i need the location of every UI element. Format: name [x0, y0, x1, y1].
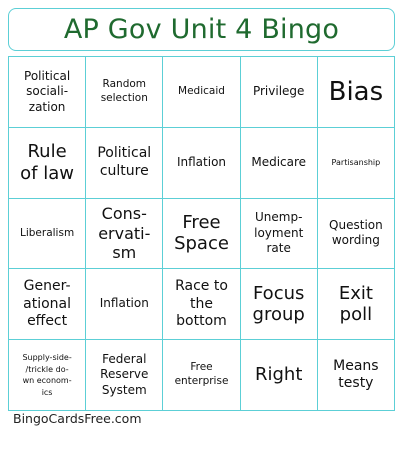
cell-text: Federal Reserve System — [100, 351, 149, 397]
bingo-cell-3 — [163, 57, 240, 128]
bingo-cell-14 — [241, 199, 318, 270]
bingo-cell-20 — [318, 269, 395, 340]
bingo-cell-19 — [241, 269, 318, 340]
bingo-cell-25 — [318, 340, 395, 411]
cell-text: Focus group — [252, 282, 305, 326]
cell-text: Rule of law — [20, 141, 74, 184]
cell-text: Privilege — [252, 84, 305, 99]
cell-text: Random selection — [100, 78, 148, 104]
cell-text: Medicaid — [178, 85, 225, 98]
bingo-cell-13 — [163, 199, 240, 270]
bingo-cell-2 — [86, 57, 163, 128]
bingo-cell-12 — [86, 199, 163, 270]
bingo-cell-6 — [9, 128, 86, 199]
footer-credit: BingoCardsFree.com — [13, 411, 142, 426]
bingo-cell-24 — [241, 340, 318, 411]
bingo-cell-22 — [86, 340, 163, 411]
cell-text: Political culture — [97, 145, 152, 179]
cell-text: Bias — [328, 76, 384, 107]
cell-text: Partisanship — [331, 157, 381, 167]
card-title: AP Gov Unit 4 Bingo — [63, 14, 340, 45]
bingo-cell-10 — [318, 128, 395, 199]
bingo-cell-21 — [9, 340, 86, 411]
cell-text: Free enterprise — [174, 361, 229, 388]
bingo-cell-4 — [241, 57, 318, 128]
cell-text: Cons- ervati- sm — [98, 204, 151, 263]
bingo-cell-15 — [318, 199, 395, 270]
bingo-cell-17 — [86, 269, 163, 340]
bingo-cell-1 — [9, 57, 86, 128]
cell-text: Race to the bottom — [175, 278, 228, 330]
cell-text: Question wording — [329, 217, 383, 248]
cell-text: Gener- ational effect — [23, 278, 72, 330]
bingo-cell-9 — [241, 128, 318, 199]
bingo-cell-23 — [163, 340, 240, 411]
bingo-grid — [8, 56, 395, 411]
cell-text: Right — [254, 364, 303, 386]
bingo-cell-11 — [9, 199, 86, 270]
cell-text: Supply-side- /trickle do- wn econom- ics — [22, 352, 72, 397]
bingo-cell-8 — [163, 128, 240, 199]
cell-text: Exit poll — [338, 282, 373, 326]
bingo-cell-18 — [163, 269, 240, 340]
cell-text: Free Space — [174, 211, 229, 255]
bingo-cell-5 — [318, 57, 395, 128]
cell-text: Political sociali- zation — [24, 68, 71, 114]
bingo-cell-7 — [86, 128, 163, 199]
cell-text: Means testy — [333, 357, 379, 392]
title-box — [8, 8, 395, 51]
cell-text: Unemp- loyment rate — [254, 210, 304, 256]
cell-text: Inflation — [99, 296, 149, 311]
cell-text: Inflation — [176, 154, 227, 169]
cell-text: Medicare — [251, 154, 307, 169]
bingo-cell-16 — [9, 269, 86, 340]
cell-text: Liberalism — [20, 226, 75, 239]
